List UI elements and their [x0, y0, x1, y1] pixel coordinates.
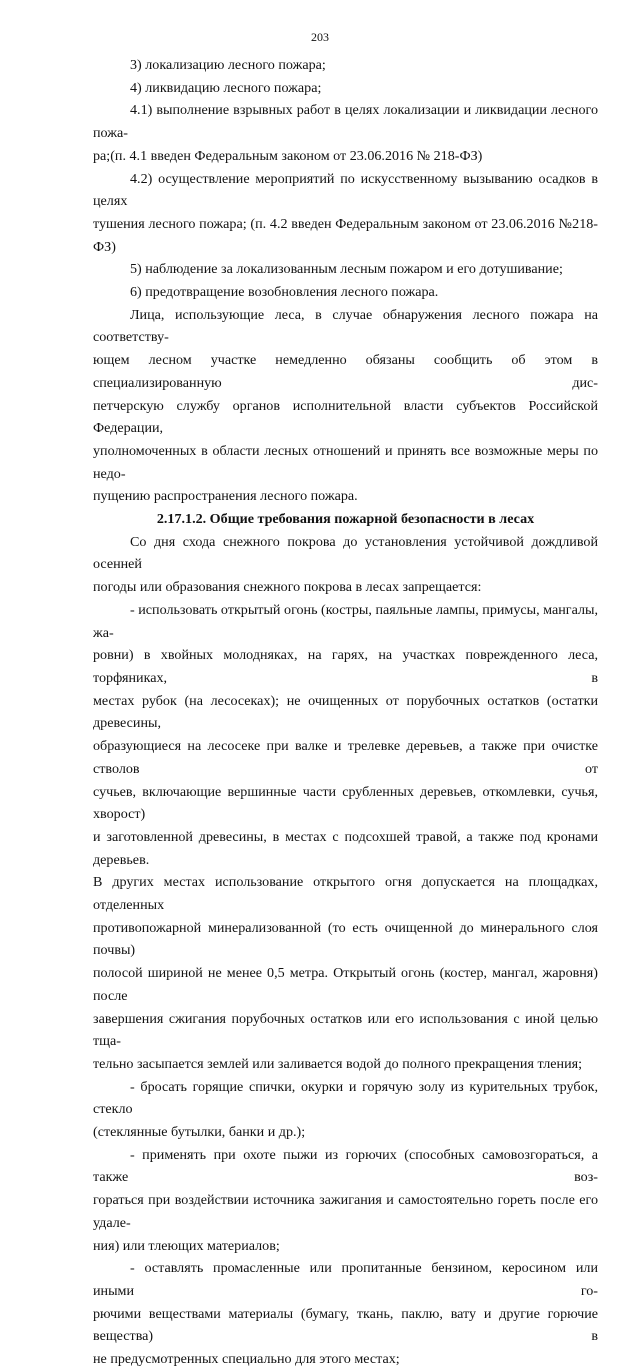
text-line: - оставлять промасленные или пропитанные бензином, керосином или иными го- [93, 1260, 598, 1299]
text-line: тельно засыпается землей или заливается водой до полного прекращения тления; [93, 1055, 583, 1072]
section-heading: 2.17.1.2. Общие требования пожарной безопасности в лесах [156, 511, 535, 528]
text-line: - использовать открытый огонь (костры, паяльные лампы, примусы, мангалы, жа- [93, 601, 598, 641]
text-line: тушения лесного пожара; (п. 4.2 введен Федеральным законом от 23.06.2016 №218-ФЗ) [93, 215, 598, 255]
text-line: 4.2) осуществление мероприятий по искусственному вызыванию осадков в целях [93, 170, 598, 210]
text-line: не предусмотренных специально для этого местах; [93, 1351, 400, 1368]
text-line: 5) наблюдение за локализованным лесным пожаром и его дотушивание; [130, 261, 563, 278]
text-line: рючими веществами материалы (бумагу, ткань, паклю, вату и другие горючие вещества) в [93, 1305, 598, 1345]
text-line: уполномоченных в области лесных отношений и принять все возможные меры по недо- [93, 442, 598, 482]
text-line: полосой шириной не менее 0,5 метра. Открытый огонь (костер, мангал, жаровня) после [93, 965, 598, 1004]
text-line: ровни) в хвойных молодняках, на гарях, на участках поврежденного леса, торфяниках, в [93, 647, 598, 686]
text-line: местах рубок (на лесосеках); не очищенных от порубочных остатков (остатки древесины, [93, 692, 598, 732]
text-line: - бросать горящие спички, окурки и горячую золу из курительных трубок, стекло [93, 1078, 598, 1118]
text-line: 4) ликвидацию лесного пожара; [130, 79, 322, 96]
text-line: (стеклянные бутылки, банки и др.); [93, 1124, 306, 1141]
text-line: завершения сжигания порубочных остатков или его использования с иной целью тща- [93, 1010, 598, 1050]
text-line: Со дня схода снежного покрова до установления устойчивой дождливой осенней [93, 533, 598, 573]
text-line: В других местах использование открытого огня допускается на площадках, отделенных [93, 874, 598, 914]
text-line: гораться при воздействии источника зажигания и самостоятельно гореть после его удале- [93, 1192, 598, 1231]
text-line: ра;(п. 4.1 введен Федеральным законом от 23.06.2016 № 218-ФЗ) [93, 147, 483, 164]
text-line: - применять при охоте пыжи из горючих (способных самовозгораться, а также воз- [93, 1146, 598, 1186]
text-line: 4.1) выполнение взрывных работ в целях локализации и ликвидации лесного пожа- [93, 102, 598, 142]
body-text [93, 54, 598, 1371]
text-line: противопожарной минерализованной (то есть очищенной до минерального слоя почвы) [93, 919, 598, 959]
page-number: 203 [311, 30, 329, 44]
text-line: и заготовленной древесины, в местах с подсохшей травой, а также под кронами деревьев. [93, 828, 598, 868]
text-line: петчерскую службу органов исполнительной власти субъектов Российской Федерации, [93, 397, 598, 437]
text-line: сучьев, включающие вершинные части срубленных деревьев, откомлевки, сучья, хворост) [93, 783, 598, 823]
text-line: Лица, использующие леса, в случае обнаружения лесного пожара на соответству- [93, 306, 598, 346]
text-line: пущению распространения лесного пожара. [93, 488, 358, 505]
text-line: ния) или тлеющих материалов; [93, 1237, 280, 1254]
text-line: образующиеся на лесосеке при валке и трелевке деревьев, а также при очистке стволов от [93, 738, 598, 777]
text-line: погоды или образования снежного покрова в лесах запрещается: [93, 579, 482, 596]
text-line: ющем лесном участке немедленно обязаны сообщить об этом в специализированную дис- [93, 352, 598, 391]
text-line: 6) предотвращение возобновления лесного пожара. [130, 284, 439, 301]
text-line: 3) локализацию лесного пожара; [130, 57, 326, 73]
